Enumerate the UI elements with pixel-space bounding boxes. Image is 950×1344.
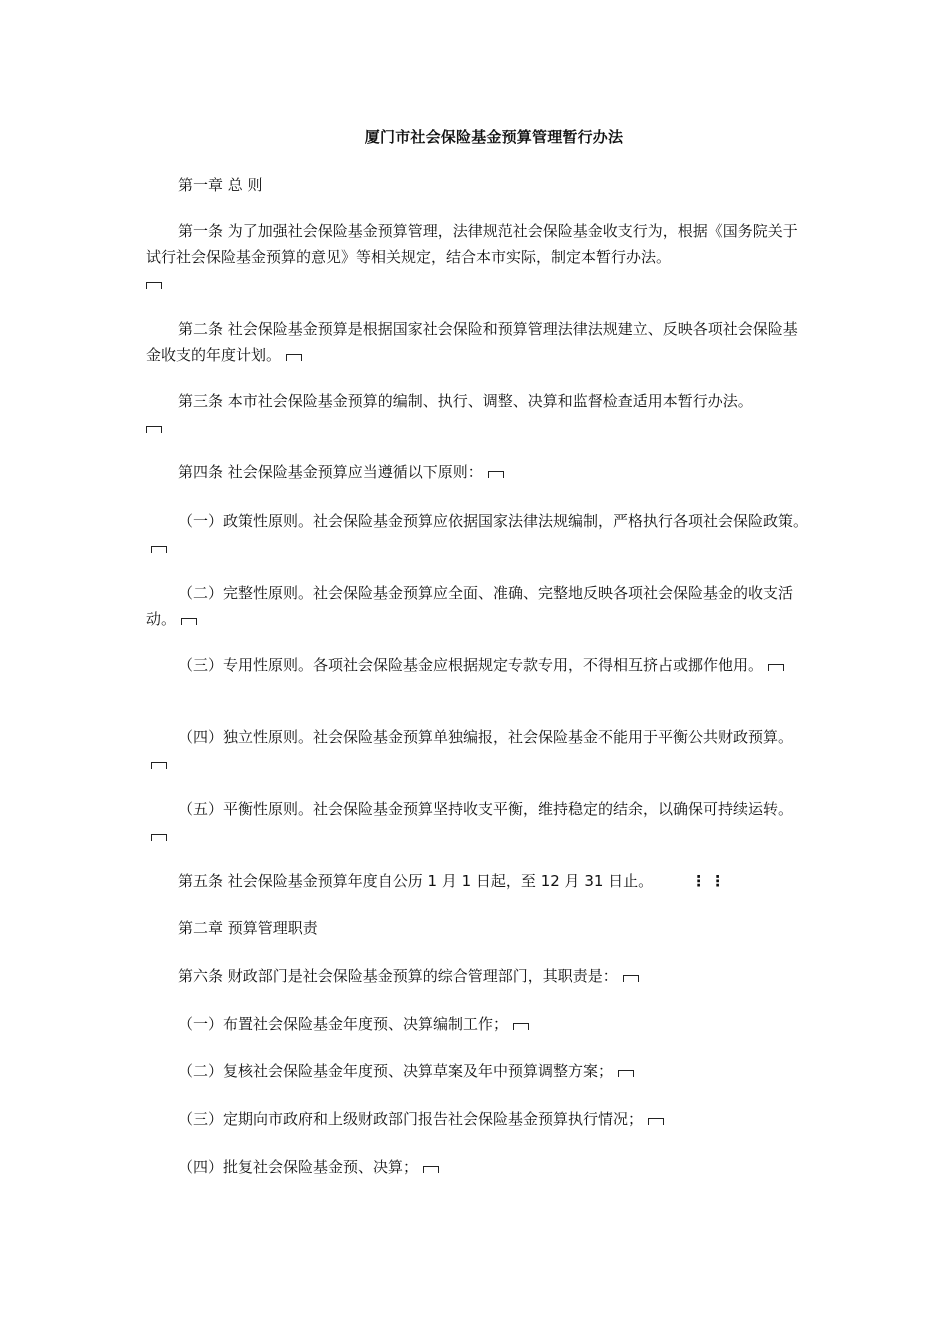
principle-3 — [146, 652, 810, 678]
paragraph-mark-icon — [423, 1166, 439, 1173]
article-2 — [146, 316, 810, 368]
article-6 — [146, 963, 810, 989]
paragraph-text: 第五条 社会保险基金预算年度自公历 1 月 1 日起，至 12 月 31 日止。 — [178, 872, 654, 890]
paragraph-text: （三）专用性原则。各项社会保险基金应根据规定专款专用，不得相互挤占或挪作他用。 — [178, 656, 764, 674]
paragraph-text: 第一章 总 则 — [178, 176, 263, 194]
article-1 — [146, 218, 810, 296]
paragraph-text: （四）独立性原则。社会保险基金预算单独编报，社会保险基金不能用于平衡公共财政预算。 — [178, 728, 794, 746]
principle-2 — [146, 580, 810, 632]
paragraph-text: （四）批复社会保险基金预、决算； — [178, 1158, 419, 1176]
paragraph-mark-icon — [768, 664, 784, 671]
duty-2 — [146, 1058, 810, 1084]
paragraph-mark-icon — [151, 834, 167, 841]
paragraph-mark-icon — [146, 282, 162, 289]
paragraph-text: （五）平衡性原则。社会保险基金预算坚持收支平衡，维持稳定的结余，以确保可持续运转。 — [178, 800, 794, 818]
principle-1 — [146, 508, 810, 560]
paragraph-mark-icon — [286, 354, 302, 361]
paragraph-text: 第三条 本市社会保险基金预算的编制、执行、调整、决算和监督检查适用本暂行办法。 — [178, 392, 753, 410]
paragraph-text: 第一条 为了加强社会保险基金预算管理，法律规范社会保险基金收支行为，根据《国务院关于试行社会保险基金预算的意见》等相关规定，结合本市实际，制定本暂行办法。 — [146, 222, 798, 266]
article-5 — [146, 868, 810, 894]
paragraph-text: 第二条 社会保险基金预算是根据国家社会保险和预算管理法律法规建立、反映各项社会保险基金收支的年度计划。 — [146, 320, 798, 364]
duty-4 — [146, 1154, 810, 1180]
paragraph-text: （三）定期向市政府和上级财政部门报告社会保险基金预算执行情况； — [178, 1110, 644, 1128]
duty-1 — [146, 1011, 810, 1037]
paragraph-text: （二）复核社会保险基金年度预、决算草案及年中预算调整方案； — [178, 1062, 614, 1080]
paragraph-text: 第二章 预算管理职责 — [178, 919, 318, 937]
paragraph-text: 第四条 社会保险基金预算应当遵循以下原则： — [178, 463, 483, 481]
document-title: 厦门市社会保险基金预算管理暂行办法 — [364, 128, 624, 146]
paragraph-text: （一）政策性原则。社会保险基金预算应依据国家法律法规编制，严格执行各项社会保险政策。 — [178, 512, 809, 530]
paragraph-mark-icon — [618, 1070, 634, 1077]
paragraph-mark-icon — [648, 1118, 664, 1125]
paragraph-mark-icon — [151, 762, 167, 769]
chapter-1-heading — [146, 172, 810, 198]
paragraph-text: （一）布置社会保险基金年度预、决算编制工作； — [178, 1015, 509, 1033]
paragraph-mark-icon — [146, 426, 162, 433]
article-4 — [146, 459, 810, 485]
paragraph-mark-icon — [181, 618, 197, 625]
ellipsis-marks: ⋮⋮ — [691, 872, 730, 890]
principle-5 — [146, 796, 810, 848]
paragraph-mark-icon — [513, 1023, 529, 1030]
chapter-2-heading — [146, 915, 810, 941]
paragraph-mark-icon — [488, 471, 504, 478]
paragraph-mark-icon — [151, 546, 167, 553]
paragraph-text: 第六条 财政部门是社会保险基金预算的综合管理部门，其职责是： — [178, 967, 618, 985]
duty-3 — [146, 1106, 810, 1132]
paragraph-mark-icon — [623, 975, 639, 982]
principle-4 — [146, 724, 810, 776]
article-3 — [146, 388, 810, 440]
paragraph-text: （二）完整性原则。社会保险基金预算应全面、准确、完整地反映各项社会保险基金的收支活动。 — [146, 584, 794, 628]
